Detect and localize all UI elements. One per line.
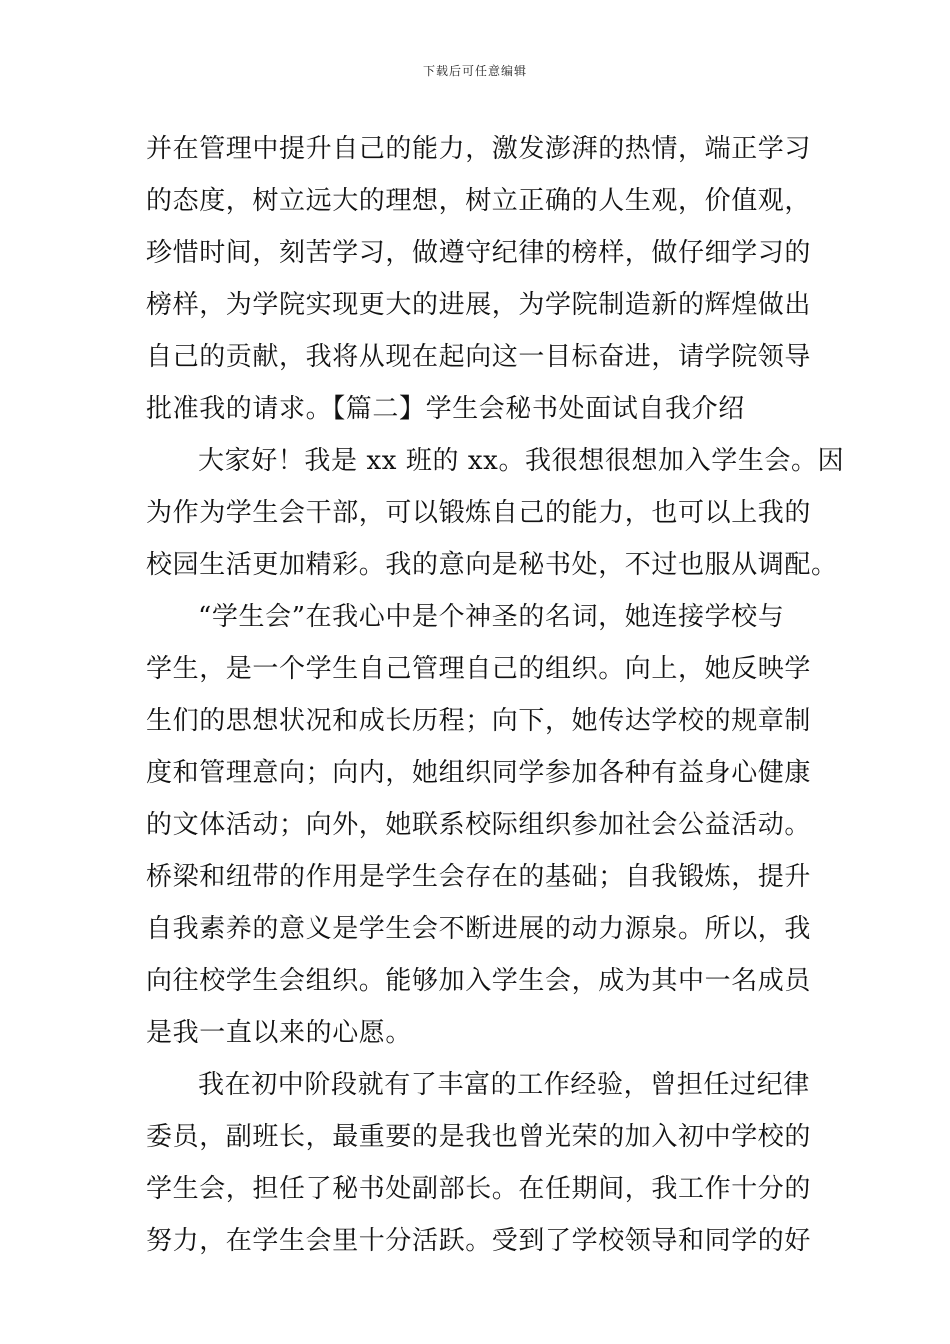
text-line: 为作为学生会干部，可以锻炼自己的能力，也可以上我的 [146, 498, 812, 528]
page-header: 下载后可任意编辑 [422, 64, 527, 78]
paragraph-start-line: “学生会”在我心中是个神圣的名词，她连接学校与 [198, 602, 785, 632]
text-line: 批准我的请求。【篇二】学生会秘书处面试自我介绍 [146, 394, 745, 424]
text-line: 的态度，树立远大的理想，树立正确的人生观，价值观， [146, 186, 812, 216]
document-body [146, 123, 845, 1267]
text-line: 校园生活更加精彩。我的意向是秘书处，不过也服从调配。 [146, 550, 838, 580]
text-line: 学生，是一个学生自己管理自己的组织。向上，她反映学 [146, 654, 812, 684]
paragraph-start-line: 我在初中阶段就有了丰富的工作经验，曾担任过纪律 [198, 1070, 810, 1100]
text-line: 自己的贡献，我将从现在起向这一目标奋进，请学院领导 [146, 342, 812, 372]
text-line: 生们的思想状况和成长历程；向下，她传达学校的规章制 [146, 706, 812, 736]
paragraph-start-line: 大家好！我是 xx 班的 xx。我很想很想加入学生会。因 [198, 446, 845, 476]
text-line: 珍惜时间，刻苦学习，做遵守纪律的榜样，做仔细学习的 [146, 238, 812, 268]
text-line: 并在管理中提升自己的能力，激发澎湃的热情，端正学习 [146, 134, 812, 164]
text-line: 桥梁和纽带的作用是学生会存在的基础；自我锻炼，提升 [146, 862, 812, 892]
text-line: 委员，副班长，最重要的是我也曾光荣的加入初中学校的 [146, 1122, 812, 1152]
text-line: 努力，在学生会里十分活跃。受到了学校领导和同学的好 [146, 1226, 812, 1256]
text-line: 向往校学生会组织。能够加入学生会，成为其中一名成员 [146, 966, 812, 996]
text-line: 自我素养的意义是学生会不断进展的动力源泉。所以，我 [146, 914, 812, 944]
text-line: 是我一直以来的心愿。 [146, 1018, 413, 1048]
text-line: 的文体活动；向外，她联系校际组织参加社会公益活动。 [146, 810, 812, 840]
text-line: 学生会，担任了秘书处副部长。在任期间，我工作十分的 [146, 1174, 812, 1204]
text-line: 榜样，为学院实现更大的进展，为学院制造新的辉煌做出 [146, 290, 812, 320]
text-line: 度和管理意向；向内，她组织同学参加各种有益身心健康 [146, 758, 812, 788]
